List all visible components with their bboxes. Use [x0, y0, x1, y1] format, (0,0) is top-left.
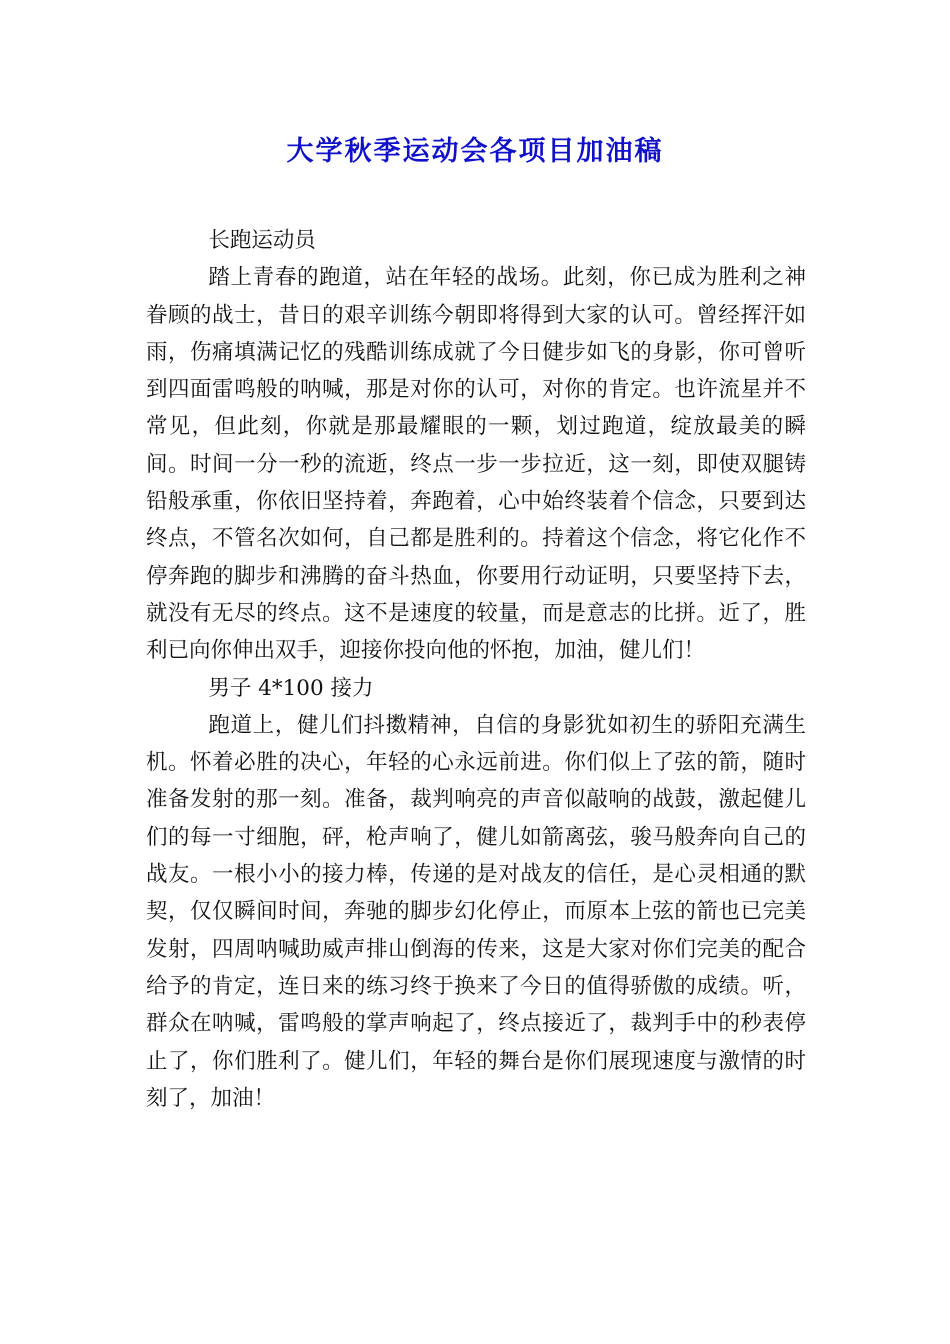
section-paragraph-long-distance: 踏上青春的跑道，站在年轻的战场。此刻，你已成为胜利之神眷顾的战士，昔日的艰辛训练今朝即将得到大家的认可。曾经挥汗如雨，伤痛填满记忆的残酷训练成就了今日健步如飞的身影，你可曾听到四面雷鸣般的呐喊，那是对你的认可，对你的肯定。也许流星并不常见，但此刻，你就是那最耀眼的一颗，划过跑道，绽放最美的瞬间。时间一分一秒的流逝，终点一步一步拉近，这一刻，即使双腿铸铅般承重，你依旧坚持着，奔跑着，心中始终装着个信念，只要到达终点，不管名次如何，自己都是胜利的。持着这个信念，将它化作不停奔跑的脚步和沸腾的奋斗热血，你要用行动证明，只要坚持下去，就没有无尽的终点。这不是速度的较量，而是意志的比拼。近了，胜利已向你伸出双手，迎接你投向他的怀抱，加油，健儿们！: [146, 265, 806, 664]
section-heading-long-distance: 长跑运动员: [208, 228, 316, 253]
section-paragraph-relay: 跑道上，健儿们抖擞精神，自信的身影犹如初生的骄阳充满生机。怀着必胜的决心，年轻的心永远前进。你们似上了弦的箭，随时准备发射的那一刻。准备，裁判响亮的声音似敲响的战鼓，激起健儿们的每一寸细胞，砰，枪声响了，健儿如箭离弦，骏马般奔向自己的战友。一根小小的接力棒，传递的是对战友的信任，是心灵相通的默契，仅仅瞬间时间，奔驰的脚步幻化停止，而原本上弦的箭也已完美发射，四周呐喊助威声排山倒海的传来，这是大家对你们完美的配合给予的肯定，连日来的练习终于换来了今日的值得骄傲的成绩。听，群众在呐喊，雷鸣般的掌声响起了，终点接近了，裁判手中的秒表停止了，你们胜利了。健儿们，年轻的舞台是你们展现速度与激情的时刻了，加油！: [146, 712, 806, 1111]
section-heading-relay: 男子 4*100 接力: [208, 675, 374, 701]
document-body: [146, 222, 806, 1117]
document-title: 大学秋季运动会各项目加油稿: [286, 136, 664, 167]
